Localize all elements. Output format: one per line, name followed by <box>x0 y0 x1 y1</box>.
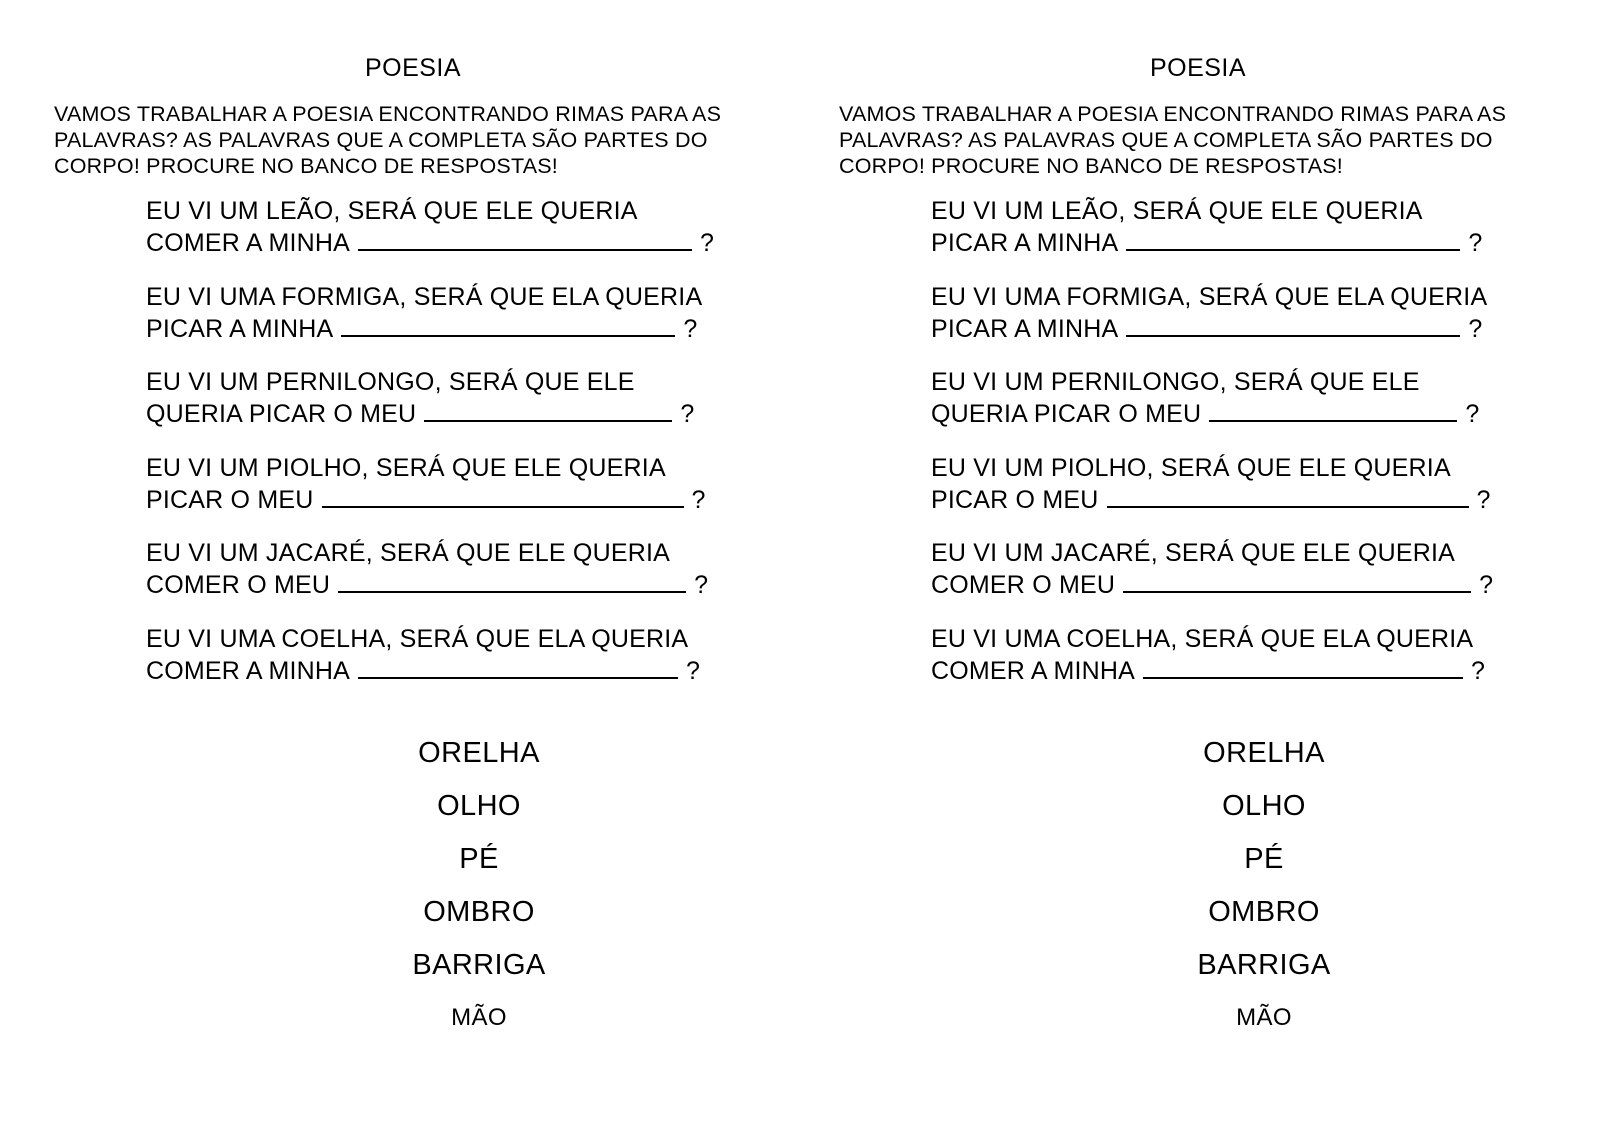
verse-line: EU VI UMA COELHA, SERÁ QUE ELA QUERIA <box>146 625 689 653</box>
page-title: POESIA <box>364 54 462 82</box>
instructions-line: PALAVRAS? AS PALAVRAS QUE A COMPLETA SÃO PARTES DO <box>839 128 1493 152</box>
answer-word: OLHO <box>1222 790 1306 822</box>
verse-line: COMER O MEU <box>146 571 331 599</box>
instructions-line: VAMOS TRABALHAR A POESIA ENCONTRANDO RIMAS PARA AS <box>54 102 722 126</box>
question-mark: ? <box>1479 571 1494 599</box>
answer-bank <box>379 733 579 1051</box>
question-mark: ? <box>1465 400 1480 428</box>
question-mark: ? <box>1468 229 1483 257</box>
verse-line: EU VI UMA FORMIGA, SERÁ QUE ELA QUERIA <box>146 283 703 311</box>
verse-line: PICAR O MEU <box>146 486 314 514</box>
verse-line: QUERIA PICAR O MEU <box>146 400 417 428</box>
answer-blank[interactable] <box>341 313 675 337</box>
verse-line: COMER O MEU <box>931 571 1116 599</box>
question-mark: ? <box>694 571 709 599</box>
answer-word: ORELHA <box>1203 737 1325 769</box>
question-mark: ? <box>680 400 695 428</box>
verse-line: COMER A MINHA <box>146 229 351 257</box>
instructions-line: CORPO! PROCURE NO BANCO DE RESPOSTAS! <box>839 154 1343 178</box>
question-mark: ? <box>686 657 701 685</box>
answer-word: OMBRO <box>423 896 535 928</box>
answer-blank[interactable] <box>424 398 672 422</box>
page-title: POESIA <box>1149 54 1247 82</box>
verse-1 <box>931 196 1482 259</box>
question-mark: ? <box>1468 315 1483 343</box>
instructions <box>839 101 1569 179</box>
verse-line: EU VI UM LEÃO, SERÁ QUE ELE QUERIA <box>146 197 638 225</box>
verse-line: EU VI UM PERNILONGO, SERÁ QUE ELE <box>931 368 1420 396</box>
verse-line: EU VI UMA FORMIGA, SERÁ QUE ELA QUERIA <box>931 283 1488 311</box>
verse-line: EU VI UM PIOLHO, SERÁ QUE ELE QUERIA <box>146 454 666 482</box>
verse-2 <box>146 282 702 345</box>
verse-4 <box>146 453 706 516</box>
answer-word: PÉ <box>459 843 499 875</box>
verse-line: EU VI UM PERNILONGO, SERÁ QUE ELE <box>146 368 635 396</box>
answer-blank[interactable] <box>322 484 684 508</box>
verse-5 <box>146 538 708 601</box>
answer-word: ORELHA <box>418 737 540 769</box>
question-mark: ? <box>691 486 706 514</box>
verse-line: PICAR A MINHA <box>146 315 334 343</box>
answer-word: BARRIGA <box>412 949 546 981</box>
verse-line: COMER A MINHA <box>146 657 351 685</box>
answer-word: OLHO <box>437 790 521 822</box>
instructions <box>54 101 784 179</box>
verse-line: EU VI UM PIOLHO, SERÁ QUE ELE QUERIA <box>931 454 1451 482</box>
answer-blank[interactable] <box>1126 313 1460 337</box>
instructions-line: PALAVRAS? AS PALAVRAS QUE A COMPLETA SÃO PARTES DO <box>54 128 708 152</box>
answer-blank[interactable] <box>338 569 686 593</box>
verse-6 <box>146 624 700 687</box>
answer-blank[interactable] <box>1123 569 1471 593</box>
answer-word: MÃO <box>451 1004 507 1031</box>
verse-line: EU VI UM JACARÉ, SERÁ QUE ELE QUERIA <box>146 539 670 567</box>
right-worksheet <box>785 0 1585 1132</box>
verse-1 <box>146 196 714 259</box>
question-mark: ? <box>683 315 698 343</box>
verse-line: PICAR A MINHA <box>931 229 1119 257</box>
verse-line: EU VI UM LEÃO, SERÁ QUE ELE QUERIA <box>931 197 1423 225</box>
verse-line: PICAR A MINHA <box>931 315 1119 343</box>
question-mark: ? <box>1471 657 1486 685</box>
verse-4 <box>931 453 1491 516</box>
answer-blank[interactable] <box>1143 655 1463 679</box>
answer-blank[interactable] <box>358 655 678 679</box>
verse-line: PICAR O MEU <box>931 486 1099 514</box>
question-mark: ? <box>700 229 715 257</box>
question-mark: ? <box>1476 486 1491 514</box>
answer-blank[interactable] <box>1126 227 1460 251</box>
instructions-line: VAMOS TRABALHAR A POESIA ENCONTRANDO RIMAS PARA AS <box>839 102 1507 126</box>
answer-word: BARRIGA <box>1197 949 1331 981</box>
verse-2 <box>931 282 1487 345</box>
answer-blank[interactable] <box>1107 484 1469 508</box>
verse-line: QUERIA PICAR O MEU <box>931 400 1202 428</box>
verse-line: COMER A MINHA <box>931 657 1136 685</box>
verse-6 <box>931 624 1485 687</box>
verse-3 <box>146 367 694 430</box>
answer-blank[interactable] <box>358 227 692 251</box>
instructions-line: CORPO! PROCURE NO BANCO DE RESPOSTAS! <box>54 154 558 178</box>
answer-bank <box>1164 733 1364 1051</box>
answer-word: OMBRO <box>1208 896 1320 928</box>
verse-line: EU VI UM JACARÉ, SERÁ QUE ELE QUERIA <box>931 539 1455 567</box>
answer-word: MÃO <box>1236 1004 1292 1031</box>
answer-blank[interactable] <box>1209 398 1457 422</box>
verse-line: EU VI UMA COELHA, SERÁ QUE ELA QUERIA <box>931 625 1474 653</box>
verse-3 <box>931 367 1479 430</box>
verse-5 <box>931 538 1493 601</box>
answer-word: PÉ <box>1244 843 1284 875</box>
